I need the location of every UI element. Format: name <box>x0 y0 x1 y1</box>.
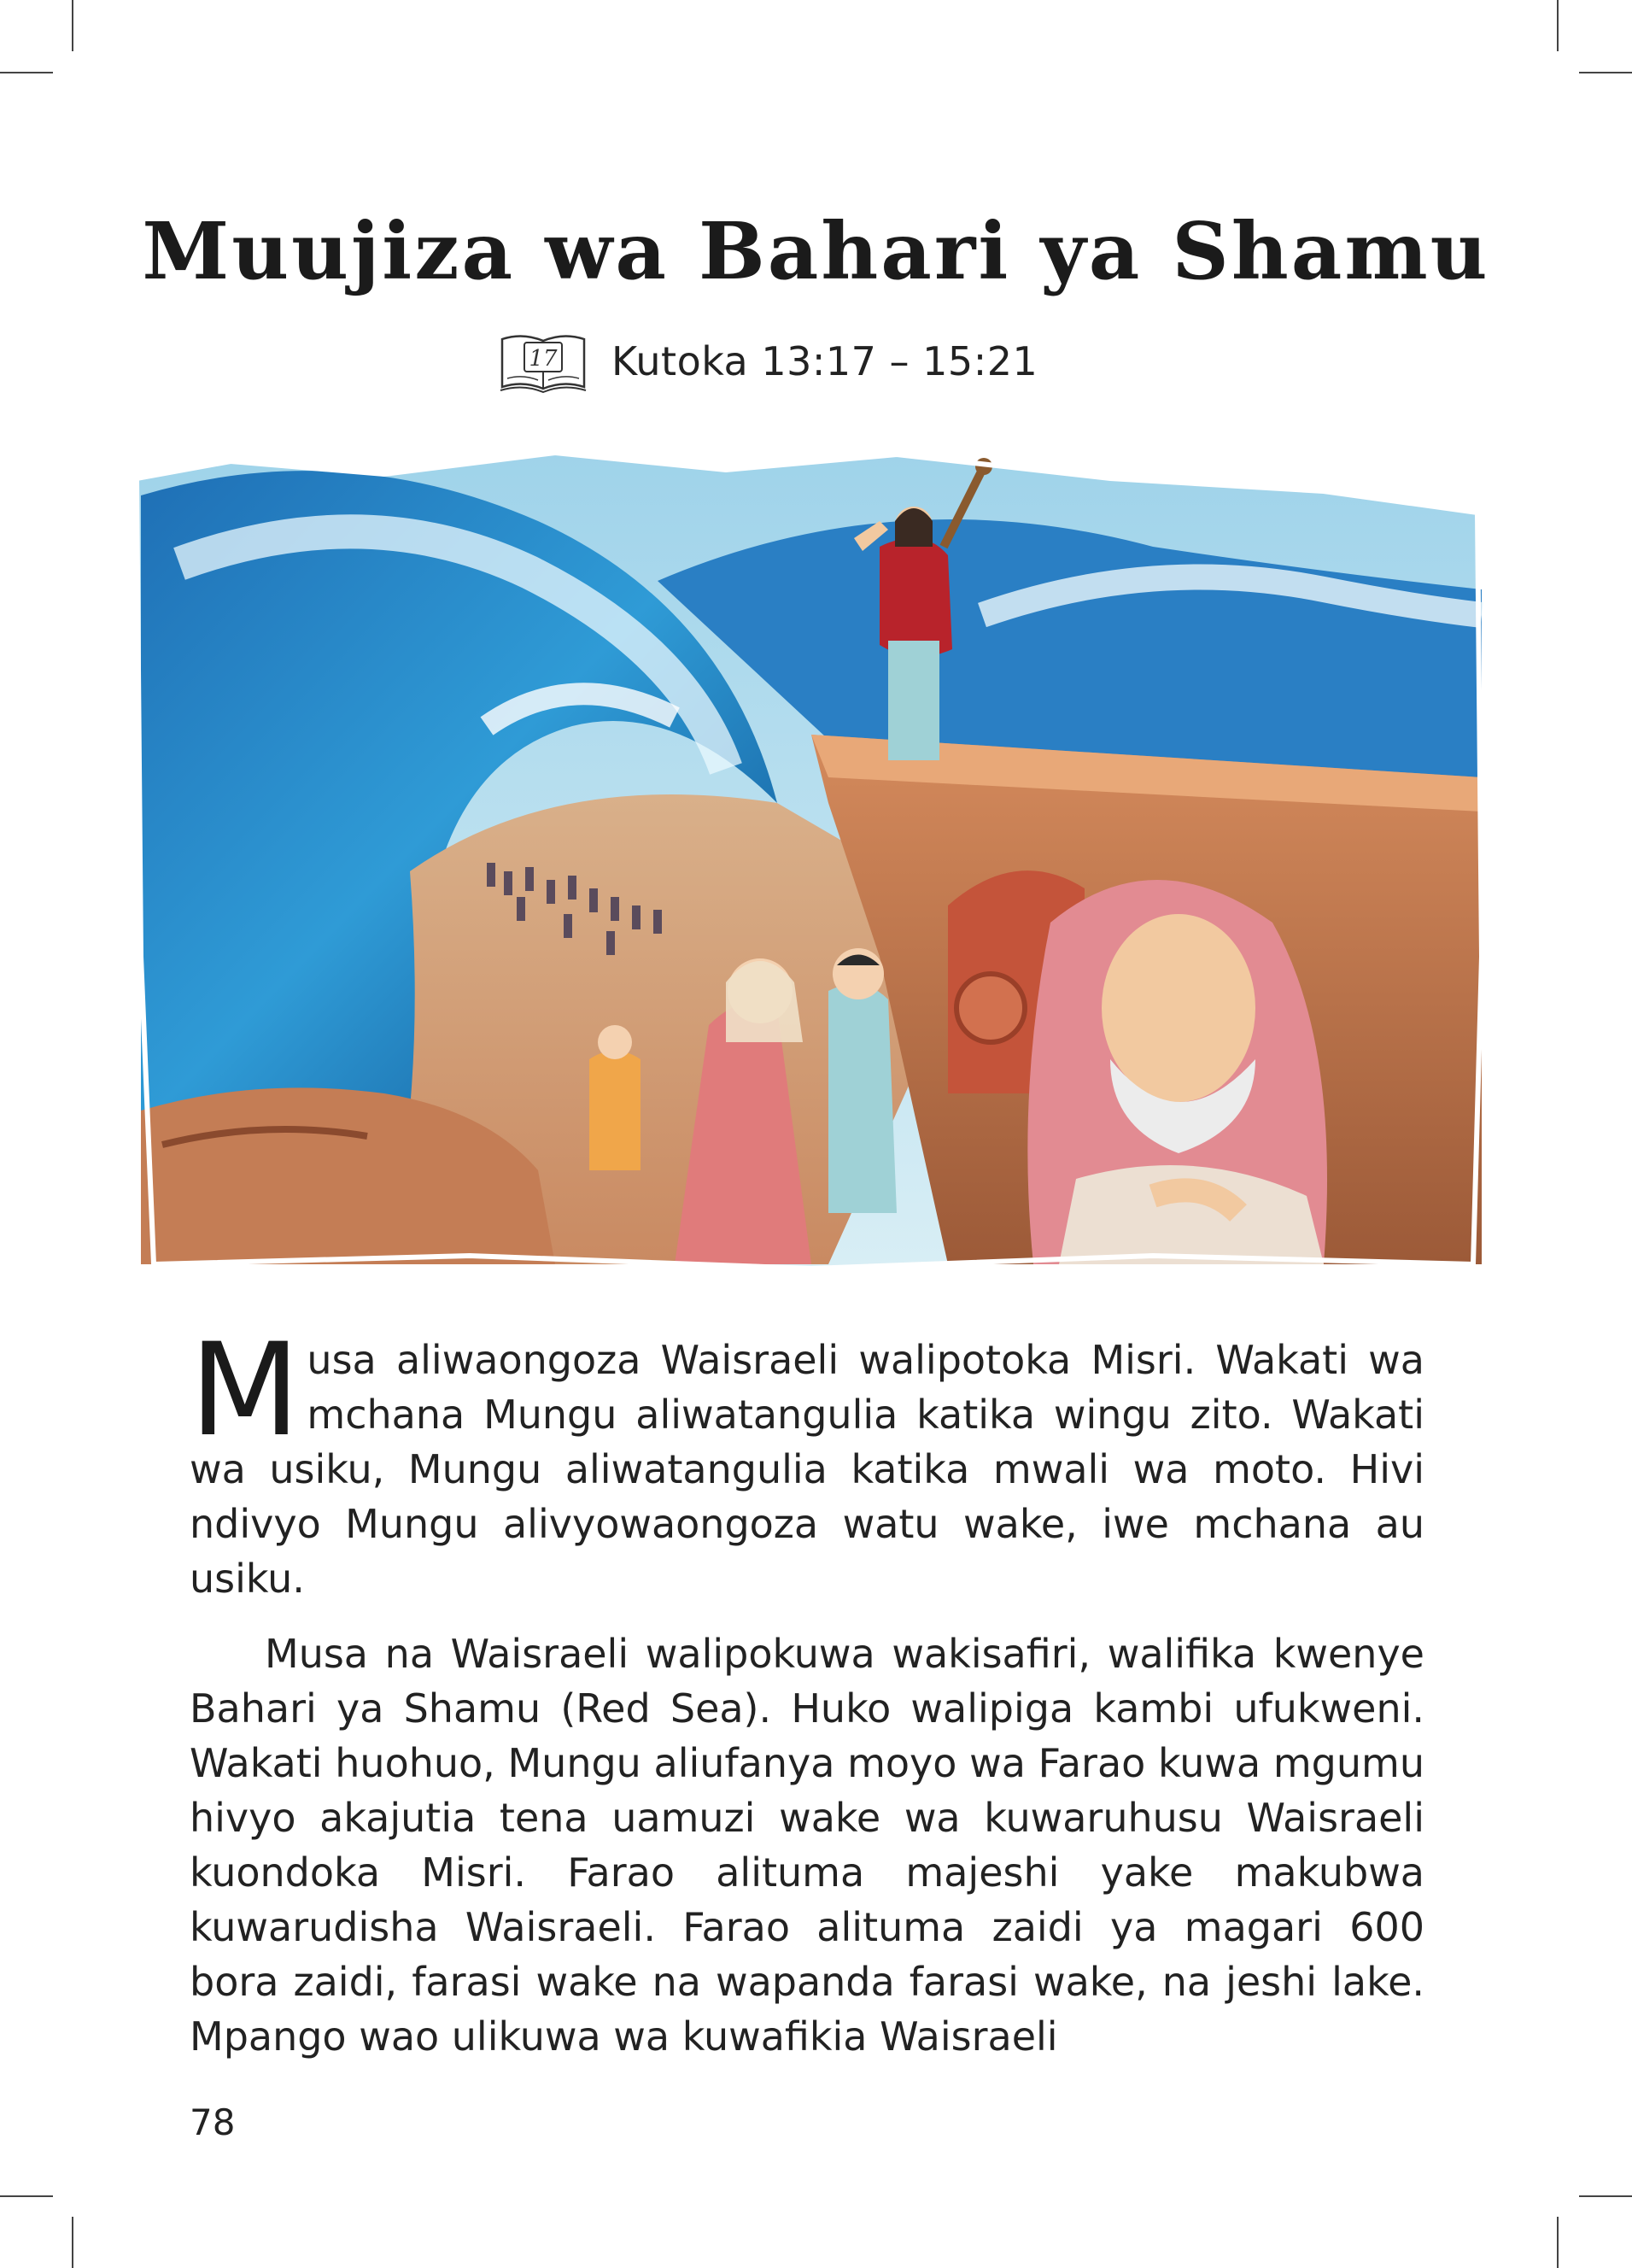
page-number: 78 <box>190 2101 236 2143</box>
paragraph-2: Musa na Waisraeli walipokuwa wakisafiri, walifika kwenye Bahari ya Shamu (Red Sea). Huko walipiga kambi ufukweni. Wakati huohuo, Mungu aliufanya moyo wa Farao kuwa mgumu hivyo akajutia tena uamuzi wake wa kuwaruhusu Waisraeli kuondoka Misri. Farao alituma majeshi yake makubwa kuwarudisha Waisraeli. Farao alituma zaidi ya magari 600 bora zaidi, farasi wake na wapanda farasi wake, na jeshi lake. Mpango wao ulikuwa wa kuwafikia Waisraeli <box>190 1631 1424 2060</box>
open-book-icon <box>499 327 588 396</box>
drop-cap: M <box>190 1316 301 1465</box>
reference-number: 17 <box>529 346 558 372</box>
crop-mark <box>1557 2217 1559 2268</box>
scripture-reference <box>499 323 1038 400</box>
crop-mark <box>1579 2195 1632 2197</box>
page-title: Muujiza wa Bahari ya Shamu <box>142 205 1490 297</box>
reference-text: Kutoka 13:17 – 15:21 <box>611 338 1038 384</box>
crop-mark <box>72 2217 73 2268</box>
red-sea-illustration <box>128 444 1486 1277</box>
crop-mark <box>1557 0 1559 51</box>
crop-mark <box>1579 72 1632 73</box>
crop-mark <box>72 0 73 51</box>
crop-mark <box>0 72 53 73</box>
crop-mark <box>0 2195 53 2197</box>
paragraph-1 <box>190 1316 1424 1606</box>
paragraph-1-text: usa aliwaongoza Waisraeli walipotoka Misri. Wakati wa mchana Mungu aliwatangulia katika wingu zito. Wakati wa usiku, Mungu aliwatangulia katika mwali wa moto. Hivi ndivyo Mungu alivyowaongoza watu wake, iwe mchana au usiku. <box>190 1337 1424 1602</box>
